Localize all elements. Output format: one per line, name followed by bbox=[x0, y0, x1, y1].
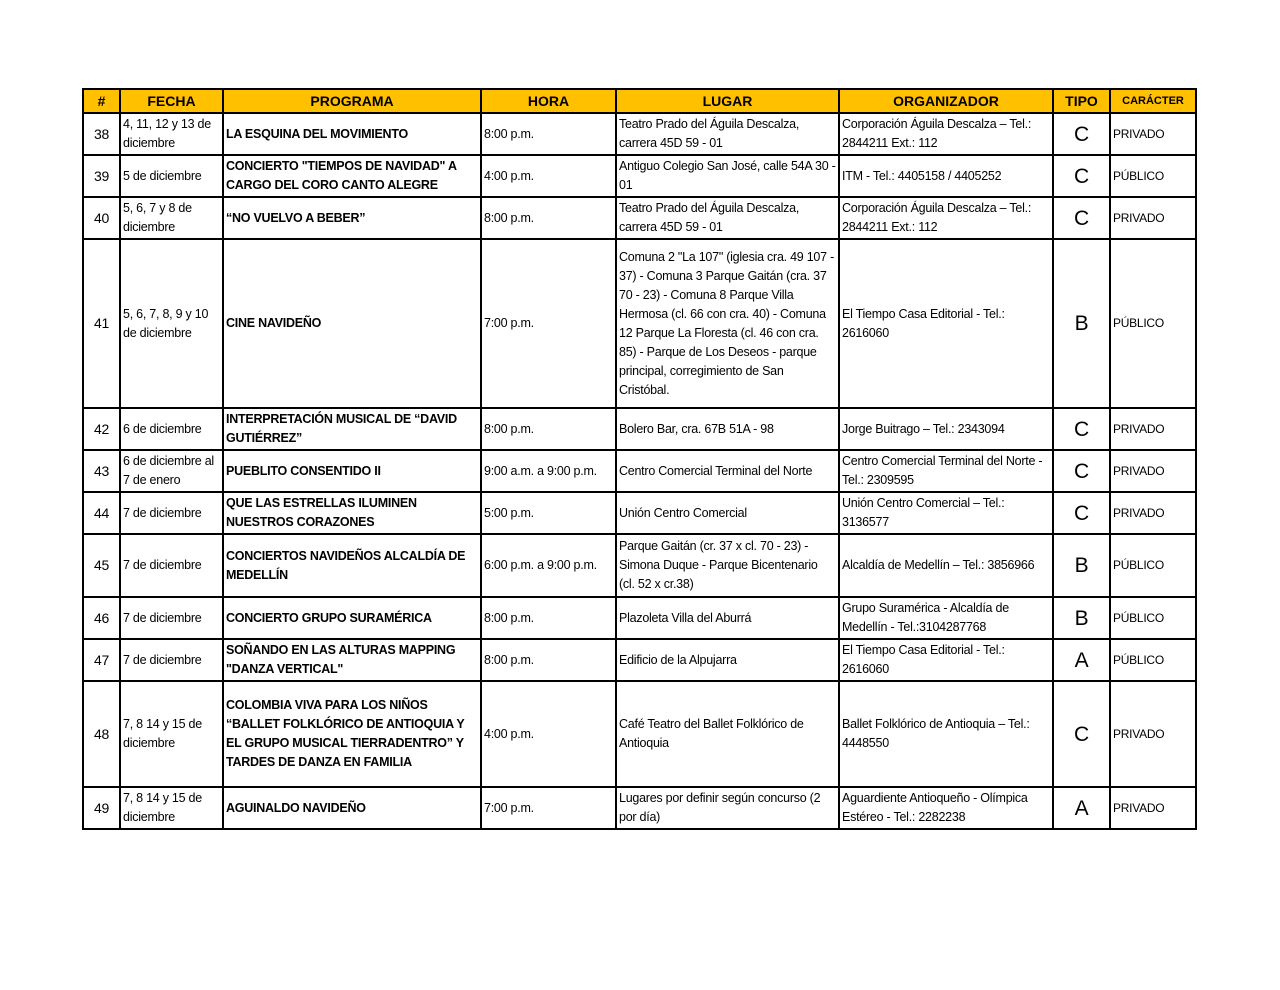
table-row bbox=[83, 239, 1196, 408]
cell-fecha: 7 de diciembre bbox=[120, 597, 223, 639]
cell-caracter: PRIVADO bbox=[1110, 113, 1196, 155]
table-row bbox=[83, 155, 1196, 197]
cell-hora: 4:00 p.m. bbox=[481, 681, 616, 787]
cell-fecha: 7 de diciembre bbox=[120, 639, 223, 681]
header-lugar: LUGAR bbox=[616, 89, 839, 113]
cell-tipo: A bbox=[1053, 787, 1110, 829]
header-num: # bbox=[83, 89, 120, 113]
cell-fecha: 7, 8 14 y 15 de diciembre bbox=[120, 681, 223, 787]
cell-lugar: Unión Centro Comercial bbox=[616, 492, 839, 534]
cell-organizador: Corporación Águila Descalza – Tel.: 2844211 Ext.: 112 bbox=[839, 113, 1053, 155]
header-fecha: FECHA bbox=[120, 89, 223, 113]
table-row bbox=[83, 787, 1196, 829]
table-row bbox=[83, 197, 1196, 239]
cell-caracter: PRIVADO bbox=[1110, 787, 1196, 829]
cell-programa: PUEBLITO CONSENTIDO II bbox=[223, 450, 481, 492]
cell-fecha: 5 de diciembre bbox=[120, 155, 223, 197]
cell-lugar: Centro Comercial Terminal del Norte bbox=[616, 450, 839, 492]
cell-tipo: B bbox=[1053, 239, 1110, 408]
events-table bbox=[82, 88, 1197, 830]
cell-lugar: Parque Gaitán (cr. 37 x cl. 70 - 23) - Simona Duque - Parque Bicentenario (cl. 52 x cr.38) bbox=[616, 534, 839, 597]
cell-lugar: Lugares por definir según concurso (2 por día) bbox=[616, 787, 839, 829]
cell-lugar: Teatro Prado del Águila Descalza, carrera 45D 59 - 01 bbox=[616, 113, 839, 155]
cell-programa: INTERPRETACIÓN MUSICAL DE “DAVID GUTIÉRREZ” bbox=[223, 408, 481, 450]
cell-hora: 7:00 p.m. bbox=[481, 239, 616, 408]
cell-num: 47 bbox=[83, 639, 120, 681]
cell-caracter: PÚBLICO bbox=[1110, 534, 1196, 597]
cell-hora: 8:00 p.m. bbox=[481, 113, 616, 155]
cell-lugar: Comuna 2 "La 107" (iglesia cra. 49 107 - 37) - Comuna 3 Parque Gaitán (cra. 37 70 - 23) - Comuna 8 Parque Villa Hermosa (cl. 66 con cra. 40) - Comuna 12 Parque La Floresta (cl. 46 con cra. 85) - Parque de Los Deseos - parque principal, corregimiento de San Cristóbal. bbox=[616, 239, 839, 408]
cell-tipo: C bbox=[1053, 492, 1110, 534]
cell-hora: 6:00 p.m. a 9:00 p.m. bbox=[481, 534, 616, 597]
cell-programa: COLOMBIA VIVA PARA LOS NIÑOS “BALLET FOLKLÓRICO DE ANTIOQUIA Y EL GRUPO MUSICAL TIERRADENTRO” Y TARDES DE DANZA EN FAMILIA bbox=[223, 681, 481, 787]
cell-programa: CINE NAVIDEÑO bbox=[223, 239, 481, 408]
cell-tipo: C bbox=[1053, 450, 1110, 492]
cell-tipo: B bbox=[1053, 534, 1110, 597]
cell-hora: 5:00 p.m. bbox=[481, 492, 616, 534]
cell-organizador: Alcaldía de Medellín – Tel.: 3856966 bbox=[839, 534, 1053, 597]
cell-fecha: 4, 11, 12 y 13 de diciembre bbox=[120, 113, 223, 155]
events-sheet bbox=[82, 88, 1197, 830]
cell-num: 40 bbox=[83, 197, 120, 239]
cell-organizador: Corporación Águila Descalza – Tel.: 2844211 Ext.: 112 bbox=[839, 197, 1053, 239]
table-row bbox=[83, 681, 1196, 787]
cell-hora: 4:00 p.m. bbox=[481, 155, 616, 197]
header-hora: HORA bbox=[481, 89, 616, 113]
cell-fecha: 6 de diciembre bbox=[120, 408, 223, 450]
cell-lugar: Café Teatro del Ballet Folklórico de Antioquia bbox=[616, 681, 839, 787]
header-tipo: TIPO bbox=[1053, 89, 1110, 113]
cell-caracter: PRIVADO bbox=[1110, 681, 1196, 787]
table-row bbox=[83, 639, 1196, 681]
header-organizador: ORGANIZADOR bbox=[839, 89, 1053, 113]
cell-num: 48 bbox=[83, 681, 120, 787]
cell-fecha: 7, 8 14 y 15 de diciembre bbox=[120, 787, 223, 829]
cell-programa: CONCIERTOS NAVIDEÑOS ALCALDÍA DE MEDELLÍN bbox=[223, 534, 481, 597]
cell-num: 38 bbox=[83, 113, 120, 155]
cell-lugar: Teatro Prado del Águila Descalza, carrera 45D 59 - 01 bbox=[616, 197, 839, 239]
cell-num: 45 bbox=[83, 534, 120, 597]
cell-fecha: 5, 6, 7 y 8 de diciembre bbox=[120, 197, 223, 239]
table-row bbox=[83, 534, 1196, 597]
table-row bbox=[83, 408, 1196, 450]
cell-num: 46 bbox=[83, 597, 120, 639]
cell-tipo: C bbox=[1053, 681, 1110, 787]
cell-num: 41 bbox=[83, 239, 120, 408]
cell-caracter: PRIVADO bbox=[1110, 197, 1196, 239]
cell-fecha: 7 de diciembre bbox=[120, 534, 223, 597]
cell-programa: CONCIERTO GRUPO SURAMÉRICA bbox=[223, 597, 481, 639]
cell-organizador: Unión Centro Comercial – Tel.: 3136577 bbox=[839, 492, 1053, 534]
cell-caracter: PÚBLICO bbox=[1110, 639, 1196, 681]
cell-organizador: El Tiempo Casa Editorial - Tel.: 2616060 bbox=[839, 639, 1053, 681]
cell-organizador: Centro Comercial Terminal del Norte - Tel.: 2309595 bbox=[839, 450, 1053, 492]
table-row bbox=[83, 492, 1196, 534]
table-row bbox=[83, 597, 1196, 639]
cell-hora: 8:00 p.m. bbox=[481, 597, 616, 639]
cell-tipo: C bbox=[1053, 113, 1110, 155]
cell-num: 44 bbox=[83, 492, 120, 534]
cell-num: 42 bbox=[83, 408, 120, 450]
cell-tipo: C bbox=[1053, 197, 1110, 239]
cell-lugar: Antiguo Colegio San José, calle 54A 30 - 01 bbox=[616, 155, 839, 197]
cell-tipo: A bbox=[1053, 639, 1110, 681]
cell-hora: 9:00 a.m. a 9:00 p.m. bbox=[481, 450, 616, 492]
cell-lugar: Bolero Bar, cra. 67B 51A - 98 bbox=[616, 408, 839, 450]
cell-hora: 8:00 p.m. bbox=[481, 197, 616, 239]
cell-caracter: PRIVADO bbox=[1110, 450, 1196, 492]
cell-organizador: ITM - Tel.: 4405158 / 4405252 bbox=[839, 155, 1053, 197]
table-row bbox=[83, 113, 1196, 155]
cell-caracter: PÚBLICO bbox=[1110, 155, 1196, 197]
cell-caracter: PRIVADO bbox=[1110, 492, 1196, 534]
cell-organizador: Grupo Suramérica - Alcaldía de Medellín - Tel.:3104287768 bbox=[839, 597, 1053, 639]
header-row bbox=[83, 89, 1196, 113]
cell-lugar: Plazoleta Villa del Aburrá bbox=[616, 597, 839, 639]
cell-hora: 8:00 p.m. bbox=[481, 639, 616, 681]
cell-tipo: C bbox=[1053, 408, 1110, 450]
cell-fecha: 5, 6, 7, 8, 9 y 10 de diciembre bbox=[120, 239, 223, 408]
cell-programa: “NO VUELVO A BEBER” bbox=[223, 197, 481, 239]
cell-caracter: PÚBLICO bbox=[1110, 239, 1196, 408]
cell-tipo: B bbox=[1053, 597, 1110, 639]
table-row bbox=[83, 450, 1196, 492]
cell-hora: 8:00 p.m. bbox=[481, 408, 616, 450]
cell-num: 39 bbox=[83, 155, 120, 197]
cell-tipo: C bbox=[1053, 155, 1110, 197]
header-caracter: CARÁCTER bbox=[1110, 89, 1196, 113]
header-programa: PROGRAMA bbox=[223, 89, 481, 113]
cell-organizador: El Tiempo Casa Editorial - Tel.: 2616060 bbox=[839, 239, 1053, 408]
cell-fecha: 7 de diciembre bbox=[120, 492, 223, 534]
cell-programa: CONCIERTO "TIEMPOS DE NAVIDAD" A CARGO DEL CORO CANTO ALEGRE bbox=[223, 155, 481, 197]
cell-hora: 7:00 p.m. bbox=[481, 787, 616, 829]
cell-num: 49 bbox=[83, 787, 120, 829]
cell-programa: LA ESQUINA DEL MOVIMIENTO bbox=[223, 113, 481, 155]
cell-lugar: Edificio de la Alpujarra bbox=[616, 639, 839, 681]
cell-caracter: PRIVADO bbox=[1110, 408, 1196, 450]
cell-programa: AGUINALDO NAVIDEÑO bbox=[223, 787, 481, 829]
cell-programa: QUE LAS ESTRELLAS ILUMINEN NUESTROS CORAZONES bbox=[223, 492, 481, 534]
cell-fecha: 6 de diciembre al 7 de enero bbox=[120, 450, 223, 492]
cell-organizador: Aguardiente Antioqueño - Olímpica Estéreo - Tel.: 2282238 bbox=[839, 787, 1053, 829]
cell-organizador: Ballet Folklórico de Antioquia – Tel.: 4448550 bbox=[839, 681, 1053, 787]
cell-organizador: Jorge Buitrago – Tel.: 2343094 bbox=[839, 408, 1053, 450]
cell-programa: SOÑANDO EN LAS ALTURAS MAPPING "DANZA VERTICAL" bbox=[223, 639, 481, 681]
cell-num: 43 bbox=[83, 450, 120, 492]
cell-caracter: PÚBLICO bbox=[1110, 597, 1196, 639]
